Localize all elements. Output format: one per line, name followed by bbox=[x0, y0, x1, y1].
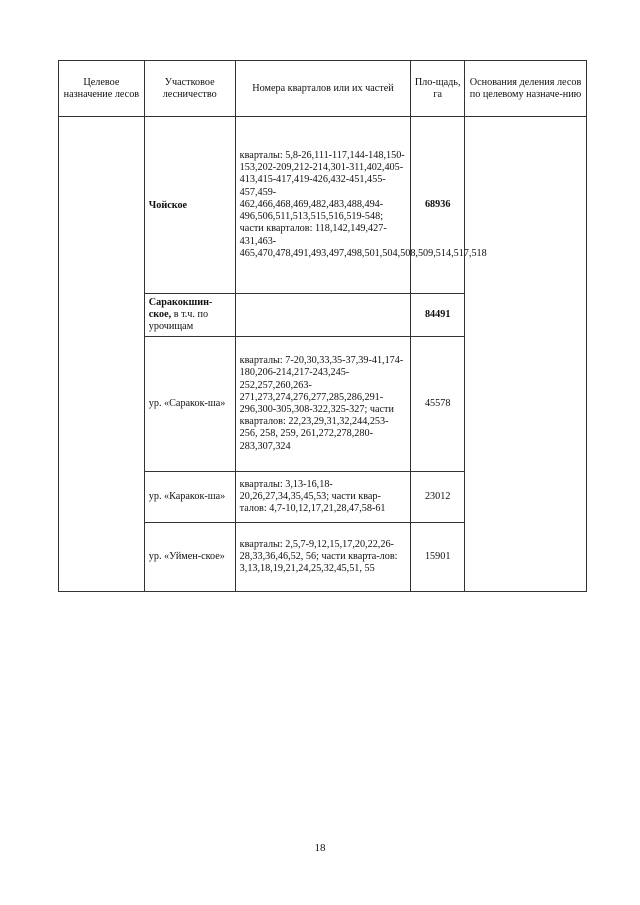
quarters-list bbox=[235, 294, 411, 337]
header-basis: Основания деления лесов по целевому назначе-нию bbox=[465, 61, 587, 117]
header-purpose: Целевое назначение лесов bbox=[59, 61, 145, 117]
forest-zoning-table bbox=[58, 60, 587, 592]
area-value: 23012 bbox=[411, 472, 465, 523]
table-row bbox=[59, 117, 587, 294]
forestry-name-suffix: в т.ч. по урочищам bbox=[148, 308, 209, 333]
tract-name: ур. «Уймен-ское» bbox=[144, 523, 235, 592]
page-number: 18 bbox=[314, 842, 326, 854]
basis-cell bbox=[465, 117, 587, 592]
tract-name: ур. «Саракок-ша» bbox=[144, 337, 235, 472]
area-value: 45578 bbox=[411, 337, 465, 472]
forestry-name-main: Саракокшин-ское, bbox=[148, 296, 213, 320]
quarters-list: кварталы: 5,8-26,111-117,144-148,150-153,202-209,212-214,301-311,402,405-413,415-417,419-426,432-451,455-457,459-462,466,468,469,482,483,488,494-496,506,511,513,515,516,519-548; части кварталов: 118,142,149,427-431,463-465,470,478,491,493,497,498,501,504,508,509,514,517,518 bbox=[235, 117, 411, 294]
area-value: 15901 bbox=[411, 523, 465, 592]
forestry-name: Чойское bbox=[144, 117, 235, 294]
quarters-list: кварталы: 3,13-16,18-20,26,27,34,35,45,53; части квар-талов: 4,7-10,12,17,21,28,47,58-61 bbox=[235, 472, 411, 523]
quarters-list: кварталы: 7-20,30,33,35-37,39-41,174-180,206-214,217-243,245-252,257,260,263-271,273,274,276,277,285,286,291-296,300-305,308-322,325-327; части кварталов: 22,23,29,31,32,244,253-256, 258, 259, 261,272,278,280-283,307,324 bbox=[235, 337, 411, 472]
tract-name: ур. «Каракок-ша» bbox=[144, 472, 235, 523]
forestry-name bbox=[144, 294, 235, 337]
header-area: Пло-щадь, га bbox=[411, 61, 465, 117]
purpose-cell bbox=[59, 117, 145, 592]
table-header-row bbox=[59, 61, 587, 117]
header-forestry: Участковое лесничество bbox=[144, 61, 235, 117]
area-value: 68936 bbox=[411, 117, 465, 294]
area-value: 84491 bbox=[411, 294, 465, 337]
quarters-list: кварталы: 2,5,7-9,12,15,17,20,22,26-28,33,36,46,52, 56; части кварта-лов: 3,13,18,19,21,24,25,32,45,51, 55 bbox=[235, 523, 411, 592]
header-quarters: Номера кварталов или их частей bbox=[235, 61, 411, 117]
